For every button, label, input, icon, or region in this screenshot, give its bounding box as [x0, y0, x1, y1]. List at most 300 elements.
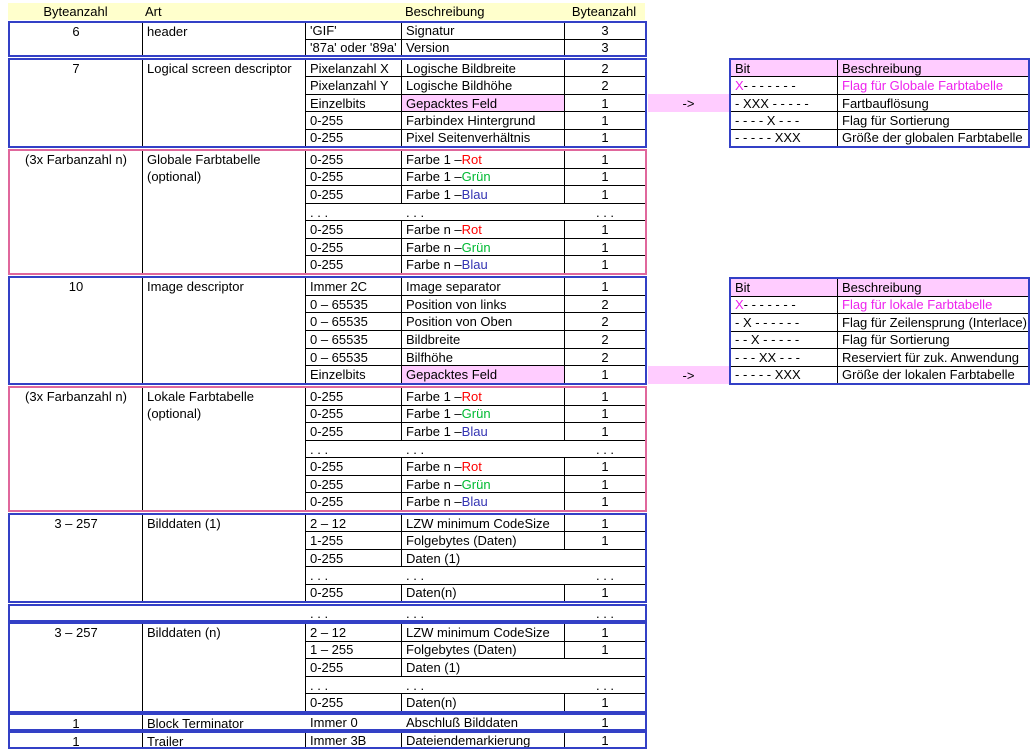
bit-beschreibung-cell — [838, 367, 1028, 384]
bytes-cell — [565, 278, 645, 295]
value-cell — [306, 585, 402, 601]
bit-cell — [731, 297, 838, 314]
value-cell — [306, 406, 402, 423]
value-cell — [306, 60, 402, 76]
cell-text: Bilddaten (n) — [147, 625, 221, 640]
art-line — [147, 388, 305, 405]
art-cell — [143, 715, 306, 729]
byteanzahl-cell — [10, 388, 143, 510]
cell-text: 0-255 — [310, 222, 344, 238]
art-line — [147, 405, 305, 422]
cell-text: Flag für Globale Farbtabelle — [842, 78, 1004, 94]
cell-text: Flag für Zeilensprung (Interlace) — [842, 314, 1027, 330]
bit-beschreibung-cell — [838, 314, 1028, 331]
cell-text: 2 — [601, 296, 609, 312]
beschreibung-cell — [402, 624, 565, 641]
beschreibung-cell — [402, 677, 565, 694]
bytes-cell — [565, 567, 645, 583]
cell-text: Farbe n – — [406, 222, 462, 238]
table-row — [306, 677, 645, 695]
cell-text: - - - - - XXX — [735, 367, 801, 383]
section-rows — [306, 733, 645, 747]
cell-text: Bildbreite — [406, 331, 461, 347]
value-cell — [306, 476, 402, 493]
art-line — [147, 151, 305, 168]
table-row — [306, 532, 645, 549]
table-row — [306, 313, 645, 331]
value-cell — [306, 130, 402, 146]
art-line — [147, 278, 305, 295]
bit-cell — [731, 95, 838, 111]
cell-text: 10 — [68, 279, 84, 294]
bytes-cell — [565, 313, 645, 330]
bytes-cell — [565, 585, 645, 601]
section-globale-farbtabelle — [8, 149, 647, 275]
cell-text: Farbe n – — [406, 239, 462, 255]
cell-text: 1 — [601, 585, 609, 601]
beschreibung-cell — [402, 278, 565, 295]
cell-text: (optional) — [147, 406, 202, 421]
byteanzahl-cell — [10, 733, 143, 747]
value-cell — [306, 221, 402, 238]
value-cell — [306, 112, 402, 128]
beschreibung-cell — [402, 204, 565, 221]
cell-text: header — [147, 24, 188, 39]
cell-text: Dateiendemarkierung — [406, 733, 531, 747]
cell-text: Immer 2C — [310, 278, 368, 294]
cell-text: Image descriptor — [147, 279, 244, 294]
bit-table-row — [731, 314, 1028, 332]
table-row — [306, 694, 645, 711]
bytes-cell — [565, 151, 645, 168]
cell-text: 1 – 255 — [310, 642, 354, 658]
bit-beschreibung-cell — [838, 297, 1028, 314]
arrow-to-local-bit-table — [648, 366, 729, 384]
section-block-terminator — [8, 713, 647, 731]
bytes-cell — [565, 476, 645, 493]
bytes-cell — [565, 624, 645, 641]
cell-text: 1 — [601, 515, 609, 531]
bit-beschreibung-cell — [838, 112, 1028, 128]
table-row — [306, 406, 645, 424]
cell-text: 1 — [601, 423, 609, 439]
cell-text: Trailer — [147, 734, 184, 749]
art-cell — [143, 278, 306, 383]
bit-header-cell — [731, 60, 838, 76]
beschreibung-cell — [402, 388, 565, 405]
table-row — [306, 624, 645, 642]
arrow-label: -> — [682, 95, 695, 111]
table-row — [306, 659, 645, 677]
table-row — [306, 441, 645, 459]
cell-text: 1 — [601, 733, 609, 747]
cell-text: Daten(n) — [406, 585, 457, 601]
byteanzahl-cell — [10, 278, 143, 383]
cell-text: 0-255 — [310, 257, 344, 273]
cell-text: . . . — [310, 441, 329, 457]
cell-text: 0-255 — [310, 550, 344, 566]
bit-table-row — [731, 349, 1028, 367]
cell-text: 2 — [601, 331, 609, 347]
bytes-cell — [565, 515, 645, 531]
table-row — [306, 278, 645, 296]
cell-text: 1-255 — [310, 533, 344, 549]
byteanzahl-cell — [10, 60, 143, 146]
beschreibung-cell — [402, 366, 565, 383]
bit-table-local — [729, 277, 1030, 385]
cell-text: Flag für lokale Farbtabelle — [842, 297, 993, 313]
bytes-cell — [565, 256, 645, 273]
cell-text: Lokale Farbtabelle — [147, 389, 254, 404]
bytes-cell — [565, 550, 645, 566]
beschreibung-cell — [402, 256, 565, 273]
art-line — [147, 23, 305, 40]
section-trailer — [8, 731, 647, 749]
cell-text: 1 — [601, 169, 609, 185]
cell-text: 2 — [601, 60, 609, 76]
value-cell — [306, 515, 402, 531]
bytes-cell — [565, 388, 645, 405]
value-cell — [306, 151, 402, 168]
bit-beschreibung-cell — [838, 95, 1028, 111]
section-lokale-farbtabelle — [8, 386, 647, 512]
byteanzahl-cell — [10, 151, 143, 273]
cell-text: Blau — [461, 257, 488, 273]
table-row — [306, 349, 645, 367]
cell-text: . . . — [406, 606, 425, 620]
section-rows — [306, 606, 645, 620]
value-cell — [306, 733, 402, 747]
bytes-cell — [565, 60, 645, 76]
cell-text: 0-255 — [310, 476, 344, 492]
byteanzahl-cell — [10, 606, 143, 620]
cell-text: Grün — [461, 169, 491, 185]
cell-text: 3 — [601, 39, 609, 55]
cell-text: Folgebytes (Daten) — [406, 642, 517, 658]
cell-text: 1 — [601, 151, 609, 167]
bit-beschreibung-cell — [838, 332, 1028, 349]
section-ellipsis-spacer — [8, 604, 647, 622]
cell-text: - X - - - - - - — [735, 314, 800, 330]
cell-text: Grün — [461, 406, 491, 422]
cell-text: (3x Farbanzahl n) — [25, 152, 127, 167]
beschreibung-cell — [402, 493, 565, 510]
table-row — [306, 130, 645, 146]
column-header-byteanzahl-right: Byteanzahl — [571, 4, 637, 19]
bit-cell — [731, 367, 838, 384]
beschreibung-cell — [402, 694, 565, 711]
cell-text: Position von links — [406, 296, 507, 312]
section-logical-screen-descriptor — [8, 58, 647, 148]
table-row — [306, 331, 645, 349]
table-row — [306, 23, 645, 40]
value-cell — [306, 23, 402, 39]
table-row — [306, 151, 645, 169]
cell-text: . . . — [406, 677, 425, 693]
column-header-art: Art — [145, 4, 162, 19]
table-row — [306, 515, 645, 532]
section-rows — [306, 151, 645, 273]
value-cell — [306, 642, 402, 659]
value-cell — [306, 493, 402, 510]
value-cell — [306, 606, 402, 620]
table-row — [306, 60, 645, 77]
cell-text: . . . — [595, 677, 615, 693]
cell-text: Logical screen descriptor — [147, 61, 292, 76]
cell-text: 1 — [601, 278, 609, 294]
table-row — [306, 567, 645, 584]
beschreibung-cell — [402, 349, 565, 366]
cell-text: Daten (1) — [406, 550, 461, 566]
cell-text: Rot — [461, 222, 482, 238]
beschreibung-cell — [402, 733, 565, 747]
art-cell — [143, 606, 306, 620]
column-header-beschreibung: Beschreibung — [405, 4, 485, 19]
cell-text: Einzelbits — [310, 95, 366, 111]
bit-beschreibung-cell — [838, 349, 1028, 366]
value-cell — [306, 366, 402, 383]
cell-text: Farbe 1 – — [406, 406, 462, 422]
cell-text: Farbe 1 – — [406, 169, 462, 185]
cell-text: Grün — [461, 476, 491, 492]
beschreibung-cell — [402, 406, 565, 423]
cell-text: Logische Bildbreite — [406, 60, 516, 76]
cell-text: Gepacktes Feld — [406, 367, 498, 383]
value-cell — [306, 624, 402, 641]
bit-table-header-row — [731, 279, 1028, 297]
cell-text: '87a' oder '89a' — [310, 39, 397, 55]
beschreibung-cell — [402, 40, 565, 56]
bytes-cell — [565, 204, 645, 221]
cell-text: 1 — [601, 239, 609, 255]
cell-text: (optional) — [147, 169, 202, 184]
arrow-to-global-bit-table — [648, 94, 729, 112]
cell-text: 1 — [601, 533, 609, 549]
cell-text: 1 — [601, 257, 609, 273]
bytes-cell — [565, 112, 645, 128]
cell-text: Reserviert für zuk. Anwendung — [842, 349, 1020, 365]
cell-text: Immer 0 — [310, 715, 358, 729]
cell-text: . . . — [310, 567, 329, 583]
arrow-label: -> — [682, 367, 695, 383]
cell-text: 1 — [601, 624, 609, 640]
value-cell — [306, 694, 402, 711]
cell-text: 1 — [601, 130, 609, 146]
cell-text: 2 — [601, 349, 609, 365]
bytes-cell — [565, 239, 645, 256]
art-cell — [143, 733, 306, 747]
bytes-cell — [565, 715, 645, 729]
value-cell — [306, 204, 402, 221]
art-cell — [143, 624, 306, 711]
bit-cell — [731, 112, 838, 128]
cell-text: Bilfhöhe — [406, 349, 453, 365]
cell-text: Einzelbits — [310, 367, 366, 383]
table-row — [306, 221, 645, 239]
cell-text: 0-255 — [310, 494, 344, 510]
bit-cell — [731, 332, 838, 349]
beschreibung-cell — [402, 532, 565, 548]
beschreibung-cell — [402, 715, 565, 729]
cell-text: Globale Farbtabelle — [147, 152, 261, 167]
byteanzahl-cell — [10, 515, 143, 601]
table-row — [306, 476, 645, 494]
value-cell — [306, 659, 402, 676]
value-cell — [306, 256, 402, 273]
section-rows — [306, 388, 645, 510]
value-cell — [306, 313, 402, 330]
beschreibung-cell — [402, 186, 565, 203]
value-cell — [306, 532, 402, 548]
bytes-cell — [565, 642, 645, 659]
beschreibung-cell — [402, 169, 565, 186]
bit-beschreibung-cell — [838, 77, 1028, 93]
beschreibung-cell — [402, 221, 565, 238]
cell-text: Pixelanzahl X — [310, 60, 389, 76]
table-row — [306, 112, 645, 129]
cell-text: 7 — [72, 61, 80, 76]
bit-table-row — [731, 95, 1028, 112]
cell-text: 2 — [601, 314, 609, 330]
cell-text: 0 – 65535 — [310, 331, 368, 347]
value-cell — [306, 388, 402, 405]
cell-text: . . . — [406, 567, 425, 583]
cell-text: Rot — [461, 459, 482, 475]
cell-text: 'GIF' — [310, 23, 337, 39]
art-cell — [143, 23, 306, 55]
cell-text: 1 — [601, 406, 609, 422]
beschreibung-cell — [402, 95, 565, 111]
beschreibung-cell — [402, 659, 565, 676]
cell-text: Folgebytes (Daten) — [406, 533, 517, 549]
cell-text: - - - - X - - - — [735, 112, 800, 128]
table-row — [306, 388, 645, 406]
cell-text: . . . — [310, 677, 329, 693]
bytes-cell — [565, 23, 645, 39]
cell-text: Blau — [461, 494, 488, 510]
value-cell — [306, 423, 402, 440]
cell-text: 1 — [72, 734, 80, 749]
cell-text: - - - - - XXX — [735, 130, 801, 146]
bytes-cell — [565, 77, 645, 93]
beschreibung-cell — [402, 130, 565, 146]
bytes-cell — [565, 221, 645, 238]
cell-text: 1 — [601, 367, 609, 383]
beschreibung-cell — [402, 77, 565, 93]
table-row — [306, 256, 645, 273]
value-cell — [306, 239, 402, 256]
beschreibung-cell — [402, 585, 565, 601]
cell-text: 0-255 — [310, 151, 344, 167]
cell-text: LZW minimum CodeSize — [406, 515, 550, 531]
column-header-byteanzahl-left: Byteanzahl — [43, 4, 108, 19]
beschreibung-cell — [402, 458, 565, 475]
table-row — [306, 642, 645, 660]
cell-text: 0 – 65535 — [310, 296, 368, 312]
cell-text: Flag für Sortierung — [842, 332, 950, 348]
cell-text: - - - XX - - - — [735, 349, 800, 365]
cell-text: Farbe n – — [406, 476, 462, 492]
section-rows — [306, 60, 645, 146]
cell-text: 0-255 — [310, 112, 344, 128]
art-line — [147, 60, 305, 77]
bytes-cell — [565, 733, 645, 747]
cell-text: Farbe 1 – — [406, 151, 462, 167]
bytes-cell — [565, 677, 645, 694]
cell-text: Immer 3B — [310, 733, 367, 747]
bit-table-row — [731, 77, 1028, 94]
cell-text: Beschreibung — [842, 60, 922, 76]
cell-text: Rot — [461, 388, 482, 404]
cell-text: Fartbauflösung — [842, 95, 929, 111]
table-header-band — [8, 3, 645, 20]
cell-text: Bilddaten (1) — [147, 516, 221, 531]
beschreibung-cell — [402, 441, 565, 458]
bit-cell — [731, 314, 838, 331]
table-row — [306, 40, 645, 56]
bit-cell — [731, 77, 838, 93]
cell-text: . . . — [595, 441, 615, 457]
byteanzahl-cell — [10, 23, 143, 55]
value-cell — [306, 95, 402, 111]
section-rows — [306, 624, 645, 711]
bit-table-row — [731, 367, 1028, 384]
value-cell — [306, 186, 402, 203]
cell-text: 1 — [601, 112, 609, 128]
cell-text: Größe der lokalen Farbtabelle — [842, 367, 1015, 383]
value-cell — [306, 278, 402, 295]
cell-text: X — [735, 78, 744, 94]
art-cell — [143, 60, 306, 146]
cell-text: Block Terminator — [147, 716, 244, 731]
value-cell — [306, 567, 402, 583]
cell-text: 0-255 — [310, 406, 344, 422]
art-line — [147, 733, 305, 750]
value-cell — [306, 458, 402, 475]
table-row — [306, 458, 645, 476]
section-header — [8, 21, 647, 57]
cell-text: 1 — [601, 388, 609, 404]
cell-text: Farbindex Hintergrund — [406, 112, 536, 128]
section-bilddaten-n — [8, 622, 647, 713]
bytes-cell — [565, 493, 645, 510]
value-cell — [306, 550, 402, 566]
table-row — [306, 423, 645, 441]
bytes-cell — [565, 532, 645, 548]
cell-text: - XXX - - - - - — [735, 95, 809, 111]
cell-text: Farbe 1 – — [406, 186, 462, 202]
cell-text: Farbe n – — [406, 257, 462, 273]
bytes-cell — [565, 694, 645, 711]
bit-table-row — [731, 332, 1028, 350]
cell-text: 6 — [72, 24, 80, 39]
cell-text: 0-255 — [310, 130, 344, 146]
bit-beschreibung-cell — [838, 130, 1028, 146]
cell-text: 0-255 — [310, 169, 344, 185]
table-row — [306, 239, 645, 257]
cell-text: 0-255 — [310, 659, 344, 675]
beschreibung-cell — [402, 239, 565, 256]
table-row — [306, 550, 645, 567]
art-line — [147, 624, 305, 641]
bytes-cell — [565, 349, 645, 366]
bit-table-row — [731, 112, 1028, 129]
cell-text: Pixelanzahl Y — [310, 78, 389, 94]
table-row — [306, 606, 645, 620]
bytes-cell — [565, 659, 645, 676]
bit-table-global — [729, 58, 1030, 148]
table-row — [306, 733, 645, 747]
